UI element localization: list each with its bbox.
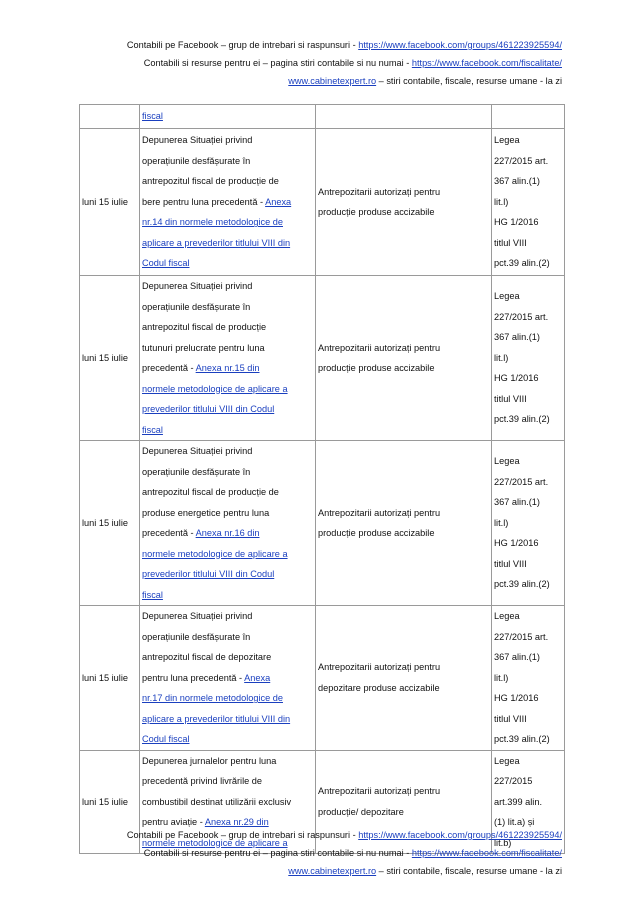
facebook-group-link[interactable]: https://www.facebook.com/groups/461223925594/ xyxy=(358,830,562,840)
table-row xyxy=(80,129,565,276)
description-text: antrepozitul fiscal de producție xyxy=(142,322,267,332)
legal-basis-text: titlul VIII xyxy=(494,237,527,248)
legal-basis-text: Legea xyxy=(494,291,520,302)
date-cell xyxy=(80,441,140,606)
taxpayer-text: Antrepozitarii autorizați pentru xyxy=(318,342,441,353)
legal-basis-text: HG 1/2016 xyxy=(494,217,539,228)
table-row-continued xyxy=(80,105,565,129)
legal-basis-text: Legea xyxy=(494,611,520,621)
taxpayer-text: producție/ depozitare xyxy=(318,806,404,817)
footer-line-1 xyxy=(127,826,562,844)
description-text: antrepozitul fiscal de depozitare xyxy=(142,652,272,662)
obligations-table xyxy=(79,104,565,854)
table-row xyxy=(80,606,565,751)
legal-basis-cell xyxy=(492,276,565,441)
annex-link-text: normele metodologice de aplicare a xyxy=(142,837,288,848)
annex-link-text: aplicare a prevederilor titlului VIII din xyxy=(142,237,291,248)
website-link[interactable]: www.cabinetexpert.ro xyxy=(288,866,377,876)
date-text: luni 15 iulie xyxy=(82,196,128,207)
page-header xyxy=(127,36,562,90)
taxpayer-text: Antrepozitarii autorizați pentru xyxy=(318,662,441,673)
annex-link-text: Anexa nr.16 din xyxy=(195,528,260,538)
annex-link-text: aplicare a prevederilor titlului VIII din xyxy=(142,713,291,724)
description-text: bere pentru luna precedentă - xyxy=(142,196,266,207)
description-text: operațiunile desfășurate în xyxy=(142,301,251,312)
description-text: precedentă - xyxy=(142,363,196,373)
legal-basis-text: lit.l) xyxy=(494,352,509,363)
footer-line-2 xyxy=(127,844,562,862)
date-text: luni 15 iulie xyxy=(82,352,128,363)
normative-annex-link[interactable] xyxy=(142,363,288,435)
taxpayer-text: producție produse accizabile xyxy=(318,363,435,373)
header-line-3-text: – stiri contabile, fiscale, resurse umane - la zi xyxy=(376,76,562,86)
date-text: luni 15 iulie xyxy=(82,517,128,528)
header-line-1 xyxy=(127,36,562,54)
legal-basis-text: titlul VIII xyxy=(494,713,527,724)
legal-basis-text: Legea xyxy=(494,755,520,766)
legal-basis-text: 227/2015 art. xyxy=(494,631,549,642)
legal-basis-text: HG 1/2016 xyxy=(494,373,539,384)
footer-line-3 xyxy=(127,862,562,880)
legal-basis-text: lit.l) xyxy=(494,517,509,528)
legal-basis-text: 367 alin.(1) xyxy=(494,652,540,662)
legal-basis-text: pct.39 alin.(2) xyxy=(494,414,550,425)
legal-basis-text: 227/2015 xyxy=(494,776,533,786)
description-cell xyxy=(140,105,316,129)
date-text: luni 15 iulie xyxy=(82,672,128,683)
description-text: precedentă - xyxy=(142,528,196,538)
taxpayer-text: producție produse accizabile xyxy=(318,207,435,217)
legal-basis-text: 227/2015 art. xyxy=(494,476,549,487)
footer-line-2-text: Contabili si resurse pentru ei – pagina stiri contabile si nu numai - xyxy=(143,848,412,858)
taxpayer-text: producție produse accizabile xyxy=(318,528,435,538)
header-line-1-text: Contabili pe Facebook – grup de intrebari si raspunsuri - xyxy=(126,40,359,50)
description-text: Depunerea Situației privind xyxy=(142,446,253,456)
description-text: produse energetice pentru luna xyxy=(142,507,270,518)
legal-basis-text: 367 alin.(1) xyxy=(494,332,540,343)
legal-basis-text: 227/2015 art. xyxy=(494,155,549,166)
description-cell xyxy=(140,276,316,441)
legal-basis-text: pct.39 alin.(2) xyxy=(494,734,550,744)
legal-basis-text: art.399 alin. xyxy=(494,796,543,807)
taxpayer-cell xyxy=(316,105,492,129)
description-text: pentru luna precedentă - xyxy=(142,672,245,683)
facebook-page-link[interactable]: https://www.facebook.com/fiscalitate/ xyxy=(411,58,562,68)
legal-basis-text: pct.39 alin.(2) xyxy=(494,579,550,590)
taxpayer-cell xyxy=(316,441,492,606)
description-text: antrepozitul fiscal de producție de xyxy=(142,176,279,187)
date-cell xyxy=(80,105,140,129)
normative-annex-link[interactable] xyxy=(142,197,291,269)
description-cell xyxy=(140,606,316,751)
facebook-group-link[interactable]: https://www.facebook.com/groups/461223925594/ xyxy=(358,40,562,50)
header-line-2 xyxy=(127,54,562,72)
description-text: operațiunile desfășurate în xyxy=(142,466,251,477)
taxpayer-text: depozitare produse accizabile xyxy=(318,682,440,693)
normative-annex-link[interactable] xyxy=(142,673,290,745)
table-body xyxy=(80,105,565,854)
legal-basis-text: Legea xyxy=(494,135,520,146)
description-cell xyxy=(140,129,316,276)
date-text: luni 15 iulie xyxy=(82,796,128,807)
description-text: combustibil destinat utilizării exclusiv xyxy=(142,796,292,807)
legal-basis-text: Legea xyxy=(494,456,520,467)
table-row xyxy=(80,441,565,606)
annex-link-text: Anexa nr.15 din xyxy=(195,363,260,373)
legal-basis-cell xyxy=(492,606,565,751)
annex-link-text: nr.14 din normele metodologice de xyxy=(142,217,283,228)
legal-basis-text: lit.l) xyxy=(494,672,509,683)
footer-line-1-text: Contabili pe Facebook – grup de intrebari si raspunsuri - xyxy=(126,830,359,840)
normative-annex-link[interactable] xyxy=(142,528,288,600)
legal-basis-cell xyxy=(492,105,565,129)
taxpayer-text: Antrepozitarii autorizați pentru xyxy=(318,786,441,797)
legal-basis-text: 367 alin.(1) xyxy=(494,497,540,508)
description-text: tutunuri prelucrate pentru luna xyxy=(142,342,265,353)
description-text: operațiunile desfășurate în xyxy=(142,631,251,642)
description-text: Depunerea Situației privind xyxy=(142,281,253,291)
header-line-3 xyxy=(127,72,562,90)
taxpayer-cell xyxy=(316,129,492,276)
legal-basis-text: (1) lit.a) și xyxy=(494,817,535,827)
legal-basis-text: 367 alin.(1) xyxy=(494,176,540,187)
annex-link-text: prevederilor titlului VIII din Codul xyxy=(142,569,275,579)
legal-basis-text: lit.b) xyxy=(494,837,512,848)
description-text: Depunerea Situației privind xyxy=(142,611,253,621)
legal-basis-cell xyxy=(492,129,565,276)
taxpayer-text: Antrepozitarii autorizați pentru xyxy=(318,507,441,518)
page-footer xyxy=(127,826,562,880)
taxpayer-cell xyxy=(316,276,492,441)
legal-basis-text: titlul VIII xyxy=(494,558,527,569)
header-line-2-text: Contabili si resurse pentru ei – pagina stiri contabile si nu numai - xyxy=(143,58,412,68)
website-link[interactable]: www.cabinetexpert.ro xyxy=(288,76,377,86)
legal-basis-text: HG 1/2016 xyxy=(494,693,539,703)
legal-basis-text: HG 1/2016 xyxy=(494,538,539,549)
annex-link-text: Anexa xyxy=(244,672,271,683)
annex-link-text: fiscal xyxy=(142,589,163,600)
annex-link-text: Codul fiscal xyxy=(142,734,190,744)
annex-link-text: Codul fiscal xyxy=(142,258,190,269)
codul-fiscal-link[interactable]: fiscal xyxy=(142,111,163,122)
table-row xyxy=(80,276,565,441)
legal-basis-text: lit.l) xyxy=(494,196,509,207)
legal-basis-text: 227/2015 art. xyxy=(494,311,549,322)
description-cell xyxy=(140,441,316,606)
legal-basis-cell xyxy=(492,441,565,606)
annex-link-text: normele metodologice de aplicare a xyxy=(142,383,288,394)
description-text: Depunerea Situației privind xyxy=(142,135,253,146)
annex-link-text: Anexa nr.29 din xyxy=(204,817,269,827)
date-cell xyxy=(80,129,140,276)
annex-link-text: Anexa xyxy=(265,196,292,207)
description-text: operațiunile desfășurate în xyxy=(142,155,251,166)
description-text: pentru aviație - xyxy=(142,817,205,827)
annex-link-text: nr.17 din normele metodologice de xyxy=(142,693,283,703)
date-cell xyxy=(80,606,140,751)
taxpayer-cell xyxy=(316,606,492,751)
description-text: Depunerea jurnalelor pentru luna xyxy=(142,755,277,766)
legal-basis-text: titlul VIII xyxy=(494,393,527,404)
facebook-page-link[interactable]: https://www.facebook.com/fiscalitate/ xyxy=(411,848,562,858)
footer-line-3-text: – stiri contabile, fiscale, resurse umane - la zi xyxy=(376,866,562,876)
description-text: precedentă privind livrările de xyxy=(142,776,263,786)
description-text: antrepozitul fiscal de producție de xyxy=(142,487,279,497)
legal-basis-text: pct.39 alin.(2) xyxy=(494,258,550,269)
annex-link-text: fiscal xyxy=(142,424,163,435)
taxpayer-text: Antrepozitarii autorizați pentru xyxy=(318,186,441,197)
annex-link-text: normele metodologice de aplicare a xyxy=(142,548,288,559)
annex-link-text: prevederilor titlului VIII din Codul xyxy=(142,404,275,414)
date-cell xyxy=(80,276,140,441)
